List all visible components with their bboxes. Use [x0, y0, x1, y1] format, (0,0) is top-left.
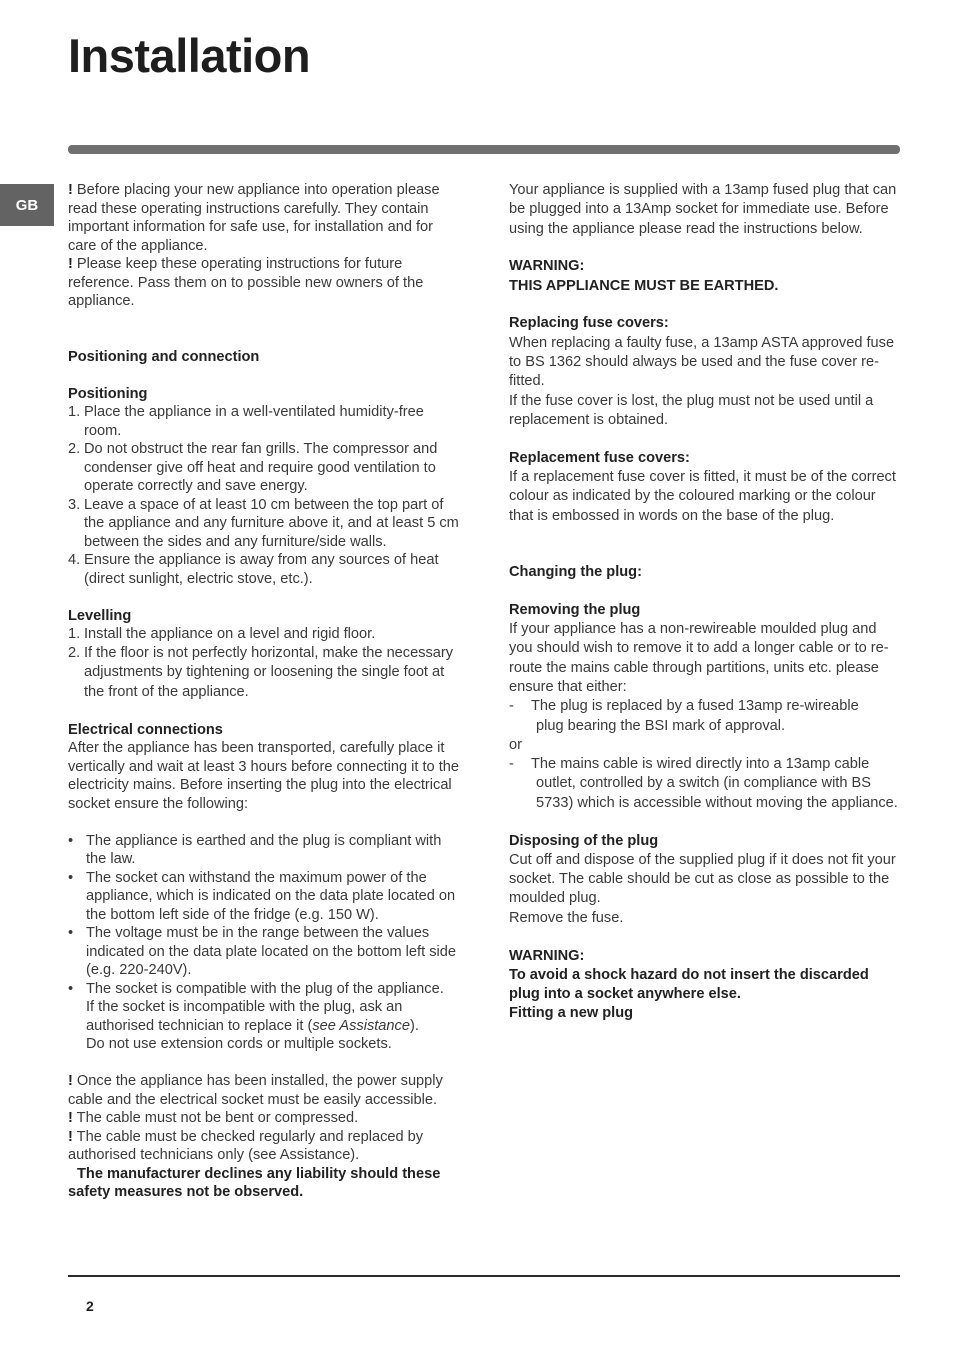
intro-text-1: Before placing your new appliance into operation please read these operating instructions carefully. They contain important information for safe use, for installation and for care of the appliance.: [68, 182, 440, 254]
exclamation-mark: !: [68, 256, 73, 272]
item-number: 3.: [68, 496, 81, 513]
replacement-paragraph: If a replacement fuse cover is fitted, it must be of the correct colour as indicated by the coloured marking or the colour that is embossed in words on the base of the plug.: [509, 469, 896, 524]
exclamation-mark: !: [68, 1110, 73, 1126]
footer-divider: [68, 1275, 900, 1277]
bullet-item: [68, 869, 463, 925]
replacing-paragraph-1: When replacing a faulty fuse, a 13amp ASTA approved fuse to BS 1362 should always be used and the fuse cover re-fitted.: [509, 334, 895, 390]
heading-replacing-fuse-covers: Replacing fuse covers:: [509, 315, 669, 332]
exclamation-mark: !: [68, 182, 73, 198]
item-text: Do not obstruct the rear fan grills. The compressor and condenser give off heat and require good ventilation to operate correctly and save energy.: [84, 441, 438, 494]
item-number: 2.: [68, 441, 81, 457]
item-text: Install the appliance on a level and rigid floor.: [84, 626, 376, 642]
electrical-intro: After the appliance has been transported, carefully place it vertically and wait at least 3 hours before connecting it to the electricity mains. Before inserting the plug into the electrical socket ensure the following:: [68, 740, 460, 812]
page-title: Installation: [68, 29, 311, 82]
list-item: [68, 496, 463, 552]
bullet-text: The socket is compatible with the plug of the appliance.: [86, 980, 444, 997]
bullet-continuation-end: ).: [409, 1017, 419, 1034]
warning-text-2: To avoid a shock hazard do not insert the discarded plug into a socket anywhere else.: [509, 966, 869, 1003]
plug-intro: Your appliance is supplied with a 13amp fused plug that can be plugged into a 13Amp socket for immediate use. Before using the appliance please read the instructions below.: [509, 182, 897, 237]
levelling-list: [68, 625, 463, 702]
heading-removing-plug: Removing the plug: [509, 601, 641, 618]
heading-replacement-fuse-covers: Replacement fuse covers:: [509, 449, 690, 466]
list-item: [68, 403, 463, 440]
bullet-text: The socket can withstand the maximum power of the appliance, which is indicated on the data plate located on the bottom left side of the fridge (e.g. 150 W).: [86, 869, 456, 923]
item-number: 2.: [68, 644, 81, 661]
bullet-item: [68, 924, 463, 980]
intro-paragraph-1: [68, 181, 463, 255]
exclamation-mark: !: [68, 1128, 73, 1145]
heading-changing-plug: Changing the plug:: [509, 563, 642, 580]
title-divider: [68, 145, 900, 154]
or-separator: or: [509, 736, 522, 753]
bullet-dot-icon: •: [68, 869, 74, 886]
removing-paragraph: If your appliance has a non-rewireable moulded plug and you should wish to remove it to add a longer cable or to re-route the mains cable through partitions, units etc. please ensure that either:: [509, 621, 889, 695]
heading-electrical-connections: Electrical connections: [68, 721, 223, 738]
item-number: 1.: [68, 404, 81, 420]
dash-text: The plug is replaced by a fused 13amp re-wireable: [531, 698, 859, 715]
warning-label-1: WARNING:: [509, 258, 585, 275]
disposing-paragraph-2: Remove the fuse.: [509, 909, 624, 926]
dash-text-continued: plug bearing the BSI mark of approval.: [536, 717, 786, 734]
note-text: Once the appliance has been installed, the power supply cable and the electrical socket must be easily accessible.: [68, 1073, 443, 1108]
language-tab: GB: [0, 184, 54, 226]
intro-text-2: Please keep these operating instructions for future reference. Pass them on to possible new owners of the appliance.: [68, 256, 424, 309]
item-text: If the floor is not perfectly horizontal, make the necessary adjustments by tightening or loosening the single foot at the front of the appliance.: [84, 644, 454, 700]
note-paragraph: [68, 1128, 463, 1165]
electrical-bullets: [68, 832, 463, 1054]
warning-label-2: WARNING:: [509, 947, 585, 964]
note-paragraph: [68, 1072, 463, 1109]
bullet-text: The voltage must be in the range between the values indicated on the data plate located on the bottom left side (e.g. 220-240V).: [86, 925, 456, 978]
section-title-positioning-connection: Positioning and connection: [68, 348, 260, 365]
list-item: [68, 644, 463, 703]
item-text: Place the appliance in a well-ventilated humidity-free room.: [84, 404, 424, 439]
left-column: [68, 181, 463, 1202]
dash-marker: -: [509, 756, 514, 773]
list-item: [68, 551, 463, 588]
item-text: Ensure the appliance is away from any sources of heat (direct sunlight, electric stove, etc.).: [84, 552, 439, 587]
heading-disposing-plug: Disposing of the plug: [509, 832, 659, 849]
bullet-extension-note: Do not use extension cords or multiple sockets.: [86, 1036, 392, 1052]
disposing-paragraph-1: Cut off and dispose of the supplied plug if it does not fit your socket. The cable should be cut as close as possible to the moulded plug.: [509, 851, 896, 907]
page-number: 2: [86, 1298, 94, 1314]
heading-fitting-new-plug: Fitting a new plug: [509, 1005, 634, 1022]
replacing-paragraph-2: If the fuse cover is lost, the plug must not be used until a replacement is obtained.: [509, 392, 874, 428]
liability-disclaimer: The manufacturer declines any liability should these safety measures not be observed.: [68, 1165, 441, 1200]
positioning-list: [68, 403, 463, 588]
dash-text-continued: outlet, controlled by a switch (in compliance with BS 5733) which is accessible without moving the appliance.: [536, 775, 898, 811]
list-item: [68, 440, 463, 496]
bullet-dot-icon: •: [68, 832, 74, 849]
item-number: 4.: [68, 552, 81, 568]
item-number: 1.: [68, 626, 81, 642]
bullet-dot-icon: •: [68, 980, 74, 997]
right-column: [509, 181, 902, 1024]
heading-levelling: Levelling: [68, 607, 132, 624]
bullet-item: [68, 832, 463, 869]
list-item: [68, 625, 463, 644]
note-paragraph: [68, 1109, 463, 1128]
note-text: The cable must not be bent or compressed.: [72, 1110, 359, 1126]
dash-marker: -: [509, 698, 514, 715]
warning-text-1: THIS APPLIANCE MUST BE EARTHED.: [509, 277, 779, 294]
note-text: The cable must be checked regularly and replaced by authorised technicians only (see Assistance).: [68, 1128, 424, 1163]
bullet-dot-icon: •: [68, 925, 74, 941]
dash-text: The mains cable is wired directly into a 13amp cable: [531, 756, 870, 773]
dash-item: [509, 697, 902, 736]
item-text: Leave a space of at least 10 cm between the top part of the appliance and any furniture above it, and at least 5 cm between the sides and any furniture/side walls.: [84, 496, 459, 550]
intro-paragraph-2: [68, 255, 463, 311]
see-assistance-reference: see Assistance: [312, 1017, 410, 1034]
bullet-text: The appliance is earthed and the plug is compliant with the law.: [86, 832, 442, 867]
bullet-continuation: If the socket is incompatible with the plug, ask an authorised technician to replace it (: [86, 999, 403, 1034]
heading-positioning: Positioning: [68, 385, 148, 402]
exclamation-mark: !: [68, 1073, 73, 1089]
bullet-item: [68, 980, 463, 1054]
dash-item: [509, 755, 902, 813]
